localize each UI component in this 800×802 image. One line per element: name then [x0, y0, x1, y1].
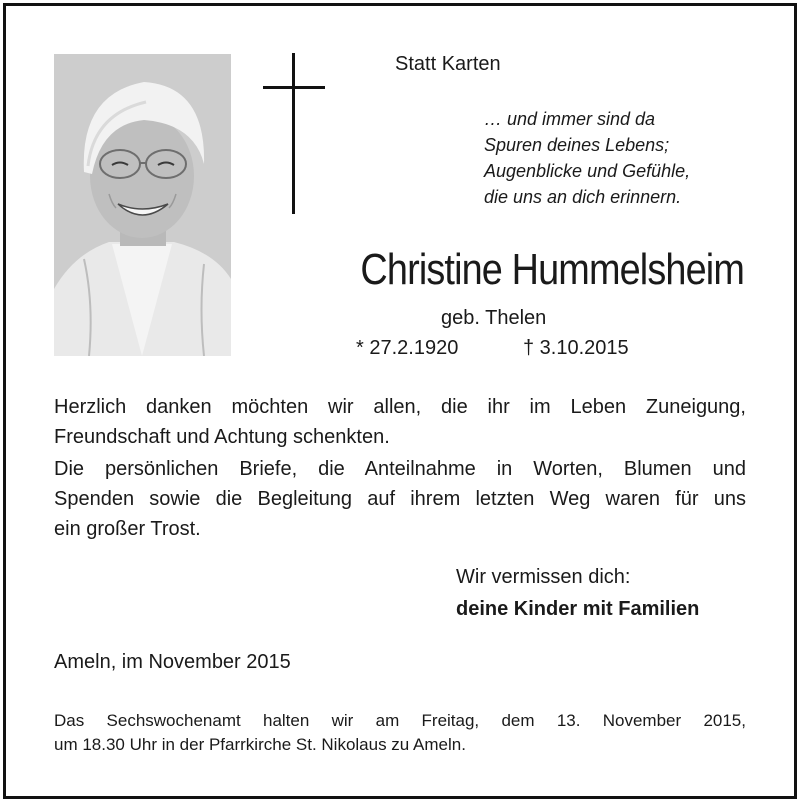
deceased-name: Christine Hummelsheim	[360, 245, 744, 294]
maiden-name: geb. Thelen	[441, 307, 547, 329]
birth-date: * 27.2.1920	[356, 337, 459, 359]
poem	[484, 106, 744, 210]
paragraph-line: Herzlich danken möchten wir allen, die ihr im Leben Zuneigung,	[54, 396, 746, 418]
poem-line: die uns an dich erinnern.	[484, 187, 682, 207]
cross-icon-bar	[263, 86, 325, 89]
poem-line: Spuren deines Lebens;	[484, 135, 670, 155]
paragraph-line: Freundschaft und Achtung schenkten.	[54, 426, 390, 448]
portrait-illustration	[54, 54, 231, 356]
signature-intro: Wir vermissen dich:	[456, 566, 631, 588]
poem-line: Augenblicke und Gefühle,	[484, 161, 691, 181]
paragraph-line: Die persönlichen Briefe, die Anteilnahme in Worten, Blumen und	[54, 458, 746, 480]
cross-icon	[292, 53, 295, 214]
notice-line: um 18.30 Uhr in der Pfarrkirche St. Nikolaus zu Ameln.	[54, 735, 466, 754]
mass-notice	[54, 709, 746, 757]
death-date: † 3.10.2015	[523, 337, 629, 359]
poem-line: … und immer sind da	[484, 109, 656, 129]
notice-line: Das Sechswochenamt halten wir am Freitag, dem 13. November 2015,	[54, 711, 746, 730]
place-date: Ameln, im November 2015	[54, 651, 291, 673]
paragraph-line: Spenden sowie die Begleitung auf ihrem letzten Weg waren für uns	[54, 488, 746, 510]
gratitude-paragraph	[54, 454, 746, 544]
statt-karten-label: Statt Karten	[395, 53, 501, 75]
thanks-paragraph	[54, 392, 746, 452]
signature-family: deine Kinder mit Familien	[456, 598, 700, 620]
paragraph-line: ein großer Trost.	[54, 518, 201, 540]
portrait-photo	[54, 54, 231, 356]
